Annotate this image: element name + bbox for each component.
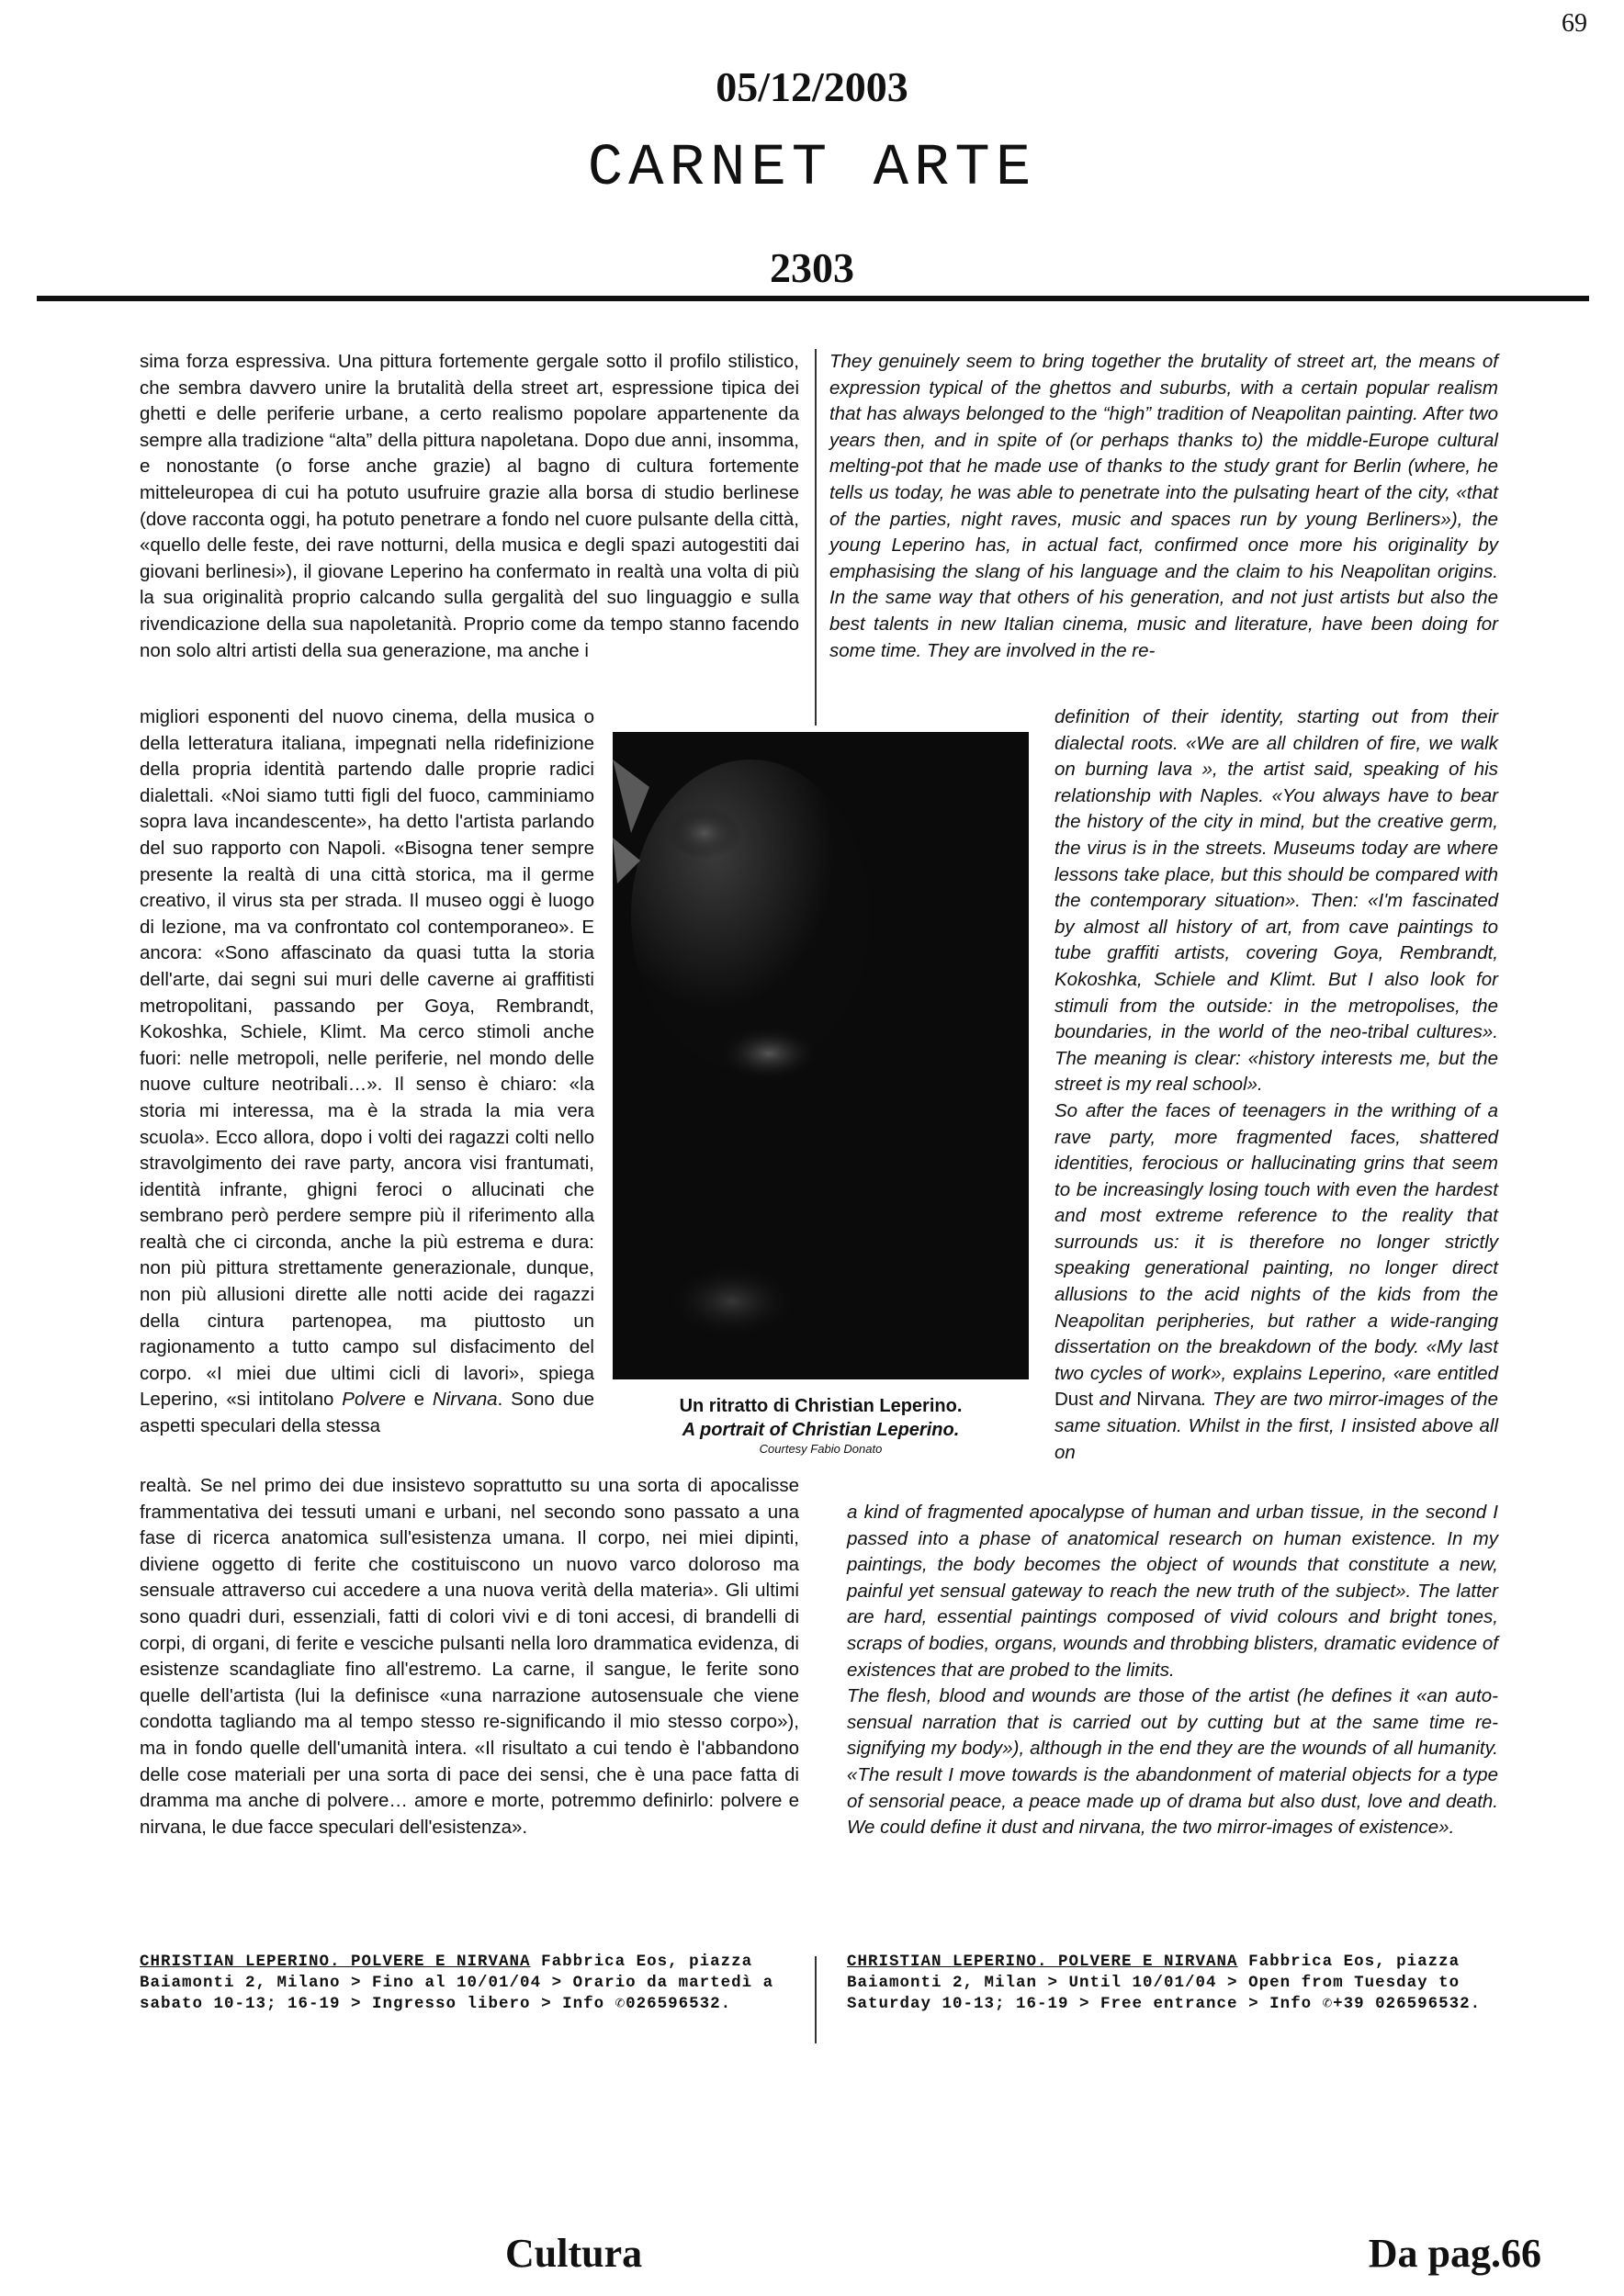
english-text-bottom — [847, 1500, 1498, 1841]
english-text-run: and — [1093, 1389, 1137, 1411]
footer-source-page: Da pag.66 — [1368, 2231, 1541, 2276]
exhibition-title: CHRISTIAN LEPERINO. POLVERE E NIRVANA — [847, 1953, 1238, 1971]
italian-paragraph: realtà. Se nel primo dei due insistevo soprattutto su una sorta di apocalisse frammentativa dei tessuti umani e urbani, nel secondo sono passato a una fase di ricerca anatomica sull'esistenza umana. Il corpo, nei miei dipinti, diviene oggetto di ferite che costituiscono un nuovo varco doloroso ma sensuale attraverso cui accedere a una nuova verità della materia». Gli ultimi sono quadri duri, essenziali, fatti di colori vivi e di toni accesi, di brandelli di corpi, di organi, di ferite e vesciche pulsanti nella loro drammatica evidenza, di esistenze scandagliate fino all'estremo. La carne, il sangue, le ferite sono quelle dell'artista (lui la definisce «una narrazione autosensuale che viene condotta tagliando ma al tempo stesso re-significando il mio stesso corpo»), ma in fondo quelle dell'umanità intera. «Il risultato a cui tendo è l'abbandono delle cose materiali per una sorta di pace dei sensi, che è una pace fatta di dramma ma anche di polvere… amore e morte, potremmo definirlo: polvere e nirvana, le due facce speculari dell'esistenza». — [140, 1475, 799, 1838]
english-text-top — [829, 349, 1498, 664]
exhibition-details: Fabbrica Eos, piazza Baiamonti 2, Milan > Until 10/01/04 > Open from Tuesday to Saturday 10-13; 16-19 > Free entrance > Info ✆+39 026596532. — [847, 1953, 1482, 2013]
column-divider — [815, 349, 817, 726]
publication-code: 2303 — [770, 244, 854, 291]
header-divider — [37, 296, 1589, 301]
italian-text-narrow — [140, 704, 594, 1440]
italian-paragraph: sima forza espressiva. Una pittura fortemente gergale sotto il profilo stilistico, che sembra davvero unire la brutalità della street art, espressione tipica dei ghetti e delle periferie urbane, a certo realismo popolare appartenente da sempre alla tradizione “alta” della pittura napoletana. Dopo due anni, insomma, e nonostante (o forse anche grazie) al bagno di cultura fortemente mitteleuropea di cui ha potuto usufruire grazie alla borsa di studio berlinese (dove racconta oggi, ha potuto penetrare a fondo nel cuore pulsante della città, «quello delle feste, dei rave notturni, della musica e degli spazi autogestiti dai giovani berlinesi»), il giovane Leperino ha confermato in realtà una volta di più la sua originalità proprio calcando sulla gergalità del suo linguaggio e sulla rivendicazione della sua napoletanità. Proprio come da tempo stanno facendo non solo altri artisti della sua generazione, ma anche i — [140, 351, 799, 661]
english-text-run: . They are two mirror-images of the same situation. Whilst in the first, I insisted above all on — [1054, 1389, 1498, 1463]
italian-text-run: . Sono due aspetti speculari della stessa — [140, 1389, 594, 1437]
issue-date: 05/12/2003 — [716, 63, 908, 110]
english-paragraph: The flesh, blood and wounds are those of the artist (he defines it «an auto-sensual narration that is carried out by cutting but at the same time re-signifying my body»), although in the end they are the wounds of all humanity. «The result I move towards is the abandonment of material objects for a type of sensorial peace, a peace made up of drama but also dust, love and death. We could define it dust and nirvana, the two mirror-images of existence». — [847, 1685, 1498, 1839]
portrait-photo — [613, 732, 1029, 1379]
english-paragraph: definition of their identity, starting out from their dialectal roots. «We are all children of fire, we walk on burning lava », the artist said, speaking of his relationship with Naples. «You always have to bear the history of the city in mind, but the creative germ, the virus is in the streets. Museums today are where lessons take place, but this should be compared with the contemporary situation». Then: «I'm fascinated by almost all history of art, from cave paintings to tube graffiti artists, covering Goya, Rembrandt, Kokoshka, Schiele and Klimt. But I also look for stimuli from the outside: in the metropolises, the boundaries, in the world of the neo-tribal cultures». The meaning is clear: «history interests me, but the street is my real school». — [1054, 706, 1498, 1096]
english-work-title-2: Nirvana — [1136, 1389, 1201, 1411]
exhibition-info-italian — [140, 1952, 799, 2015]
english-paragraph: They genuinely seem to bring together the brutality of street art, the means of expression typical of the ghettos and suburbs, with a certain popular realism that has always belonged to the “high” tradition of Neapolitan painting. After two years then, and in spite of (or perhaps thanks to) the middle-Europe cultural melting-pot that he made use of thanks to the study grant for Berlin (where, he tells us today, he was able to penetrate into the pulsating heart of the city, «that of the parties, night raves, music and spaces run by young Berliners»), the young Leperino has, in actual fact, confirmed once more his originality by emphasising the slang of his language and the claim to his Neapolitan origins. In the same way that others of his generation, and not just artists but also the best talents in new Italian cinema, music and literature, have been doing for some time. They are involved in the re- — [829, 351, 1498, 661]
italian-work-title-2: Nirvana — [432, 1389, 498, 1411]
footer-section: Cultura — [505, 2231, 643, 2276]
photo-credit: Courtesy Fabio Donato — [759, 1442, 883, 1456]
english-paragraph: a kind of fragmented apocalypse of human and urban tissue, in the second I passed into a phase of anatomical research on human existence. In my paintings, the body becomes the object of wounds that constitute a new, painful yet sensual gateway to reach the new truth of the subject». The latter are hard, essential paintings composed of vivid colours and bright tones, scraps of bodies, organs, wounds and throbbing blisters, dramatic evidence of existences that are probed to the limits. — [847, 1502, 1498, 1681]
portrait-image — [613, 732, 1029, 1379]
column-divider — [815, 1956, 817, 2043]
publication-title: CARNET ARTE — [587, 136, 1037, 202]
exhibition-info-english — [847, 1952, 1498, 2015]
english-text-narrow — [1054, 704, 1498, 1466]
english-paragraph — [1054, 1098, 1498, 1466]
italian-work-title-1: Polvere — [342, 1389, 406, 1411]
english-text-run: So after the faces of teenagers in the writhing of a rave party, more fragmented faces, shattered identities, ferocious or hallucinating grins that seem to be increasingly losing touch with even the hardest and most extreme reference to the reality that surrounds us: it is therefore no longer strictly speaking generational painting, no longer direct allusions to the acid nights of the kids from the Neapolitan peripheries, but rather a wide-ranging dissertation on the breakdown of the body. «My last two cycles of work», explains Leperino, «are entitled — [1054, 1099, 1498, 1384]
exhibition-title: CHRISTIAN LEPERINO. POLVERE E NIRVANA — [140, 1953, 531, 1971]
italian-text-top — [140, 349, 799, 664]
caption-english: A portrait of Christian Leperino. — [682, 1420, 960, 1440]
photo-caption — [613, 1394, 1029, 1457]
exhibition-details: Fabbrica Eos, piazza Baiamonti 2, Milano > Fino al 10/01/04 > Orario da martedì a sabato 10-13; 16-19 > Ingresso libero > Info ✆026596532. — [140, 1953, 774, 2013]
english-work-title-1: Dust — [1054, 1389, 1094, 1411]
italian-paragraph — [140, 704, 594, 1440]
italian-text-run: migliori esponenti del nuovo cinema, della musica o della letteratura italiana, impegnati nella ridefinizione della propria identità partendo dalle proprie radici dialettali. «Noi siamo tutti figli del fuoco, camminiamo sopra lava incandescente», ha detto l'artista parlando del suo rapporto con Napoli. «Bisogna tener sempre presente la realtà di una città storica, ma il germe creativo, il virus sta per strada. Il museo oggi è luogo di lezione, ma va confrontato col contemporaneo». E ancora: «Sono affascinato da quasi tutta la storia dell'arte, dai segni sui muri delle caverne ai graffitisti metropolitani, passando per Goya, Rembrandt, Kokoshka, Schiele, Klimt. Ma cerco stimoli anche fuori: nelle metropoli, nelle periferie, nel mondo delle nuove culture neotribali…». Il senso è chiaro: «la storia mi interessa, ma è la strada la mia vera scuola». Ecco allora, dopo i volti dei ragazzi colti nello stravolgimento dei rave party, ancora visi frantumati, identità infrante, ghigni feroci o allucinati che sembrano però perdere sempre più il riferimento alla realtà che ci circonda, anche la più estrema e dura: non più pittura strettamente generazionale, dunque, non più allusioni dirette alle notti acide dei ragazzi della cintura partenopea, ma piuttosto un ragionamento a tutto campo sul disfacimento del corpo. «I miei due ultimi cicli di lavori», spiega Leperino, «si intitolano — [140, 706, 594, 1411]
italian-text-run: e — [405, 1389, 433, 1411]
italian-text-bottom — [140, 1473, 799, 1840]
caption-italian: Un ritratto di Christian Leperino. — [679, 1396, 963, 1416]
page-number: 69 — [1562, 9, 1587, 38]
